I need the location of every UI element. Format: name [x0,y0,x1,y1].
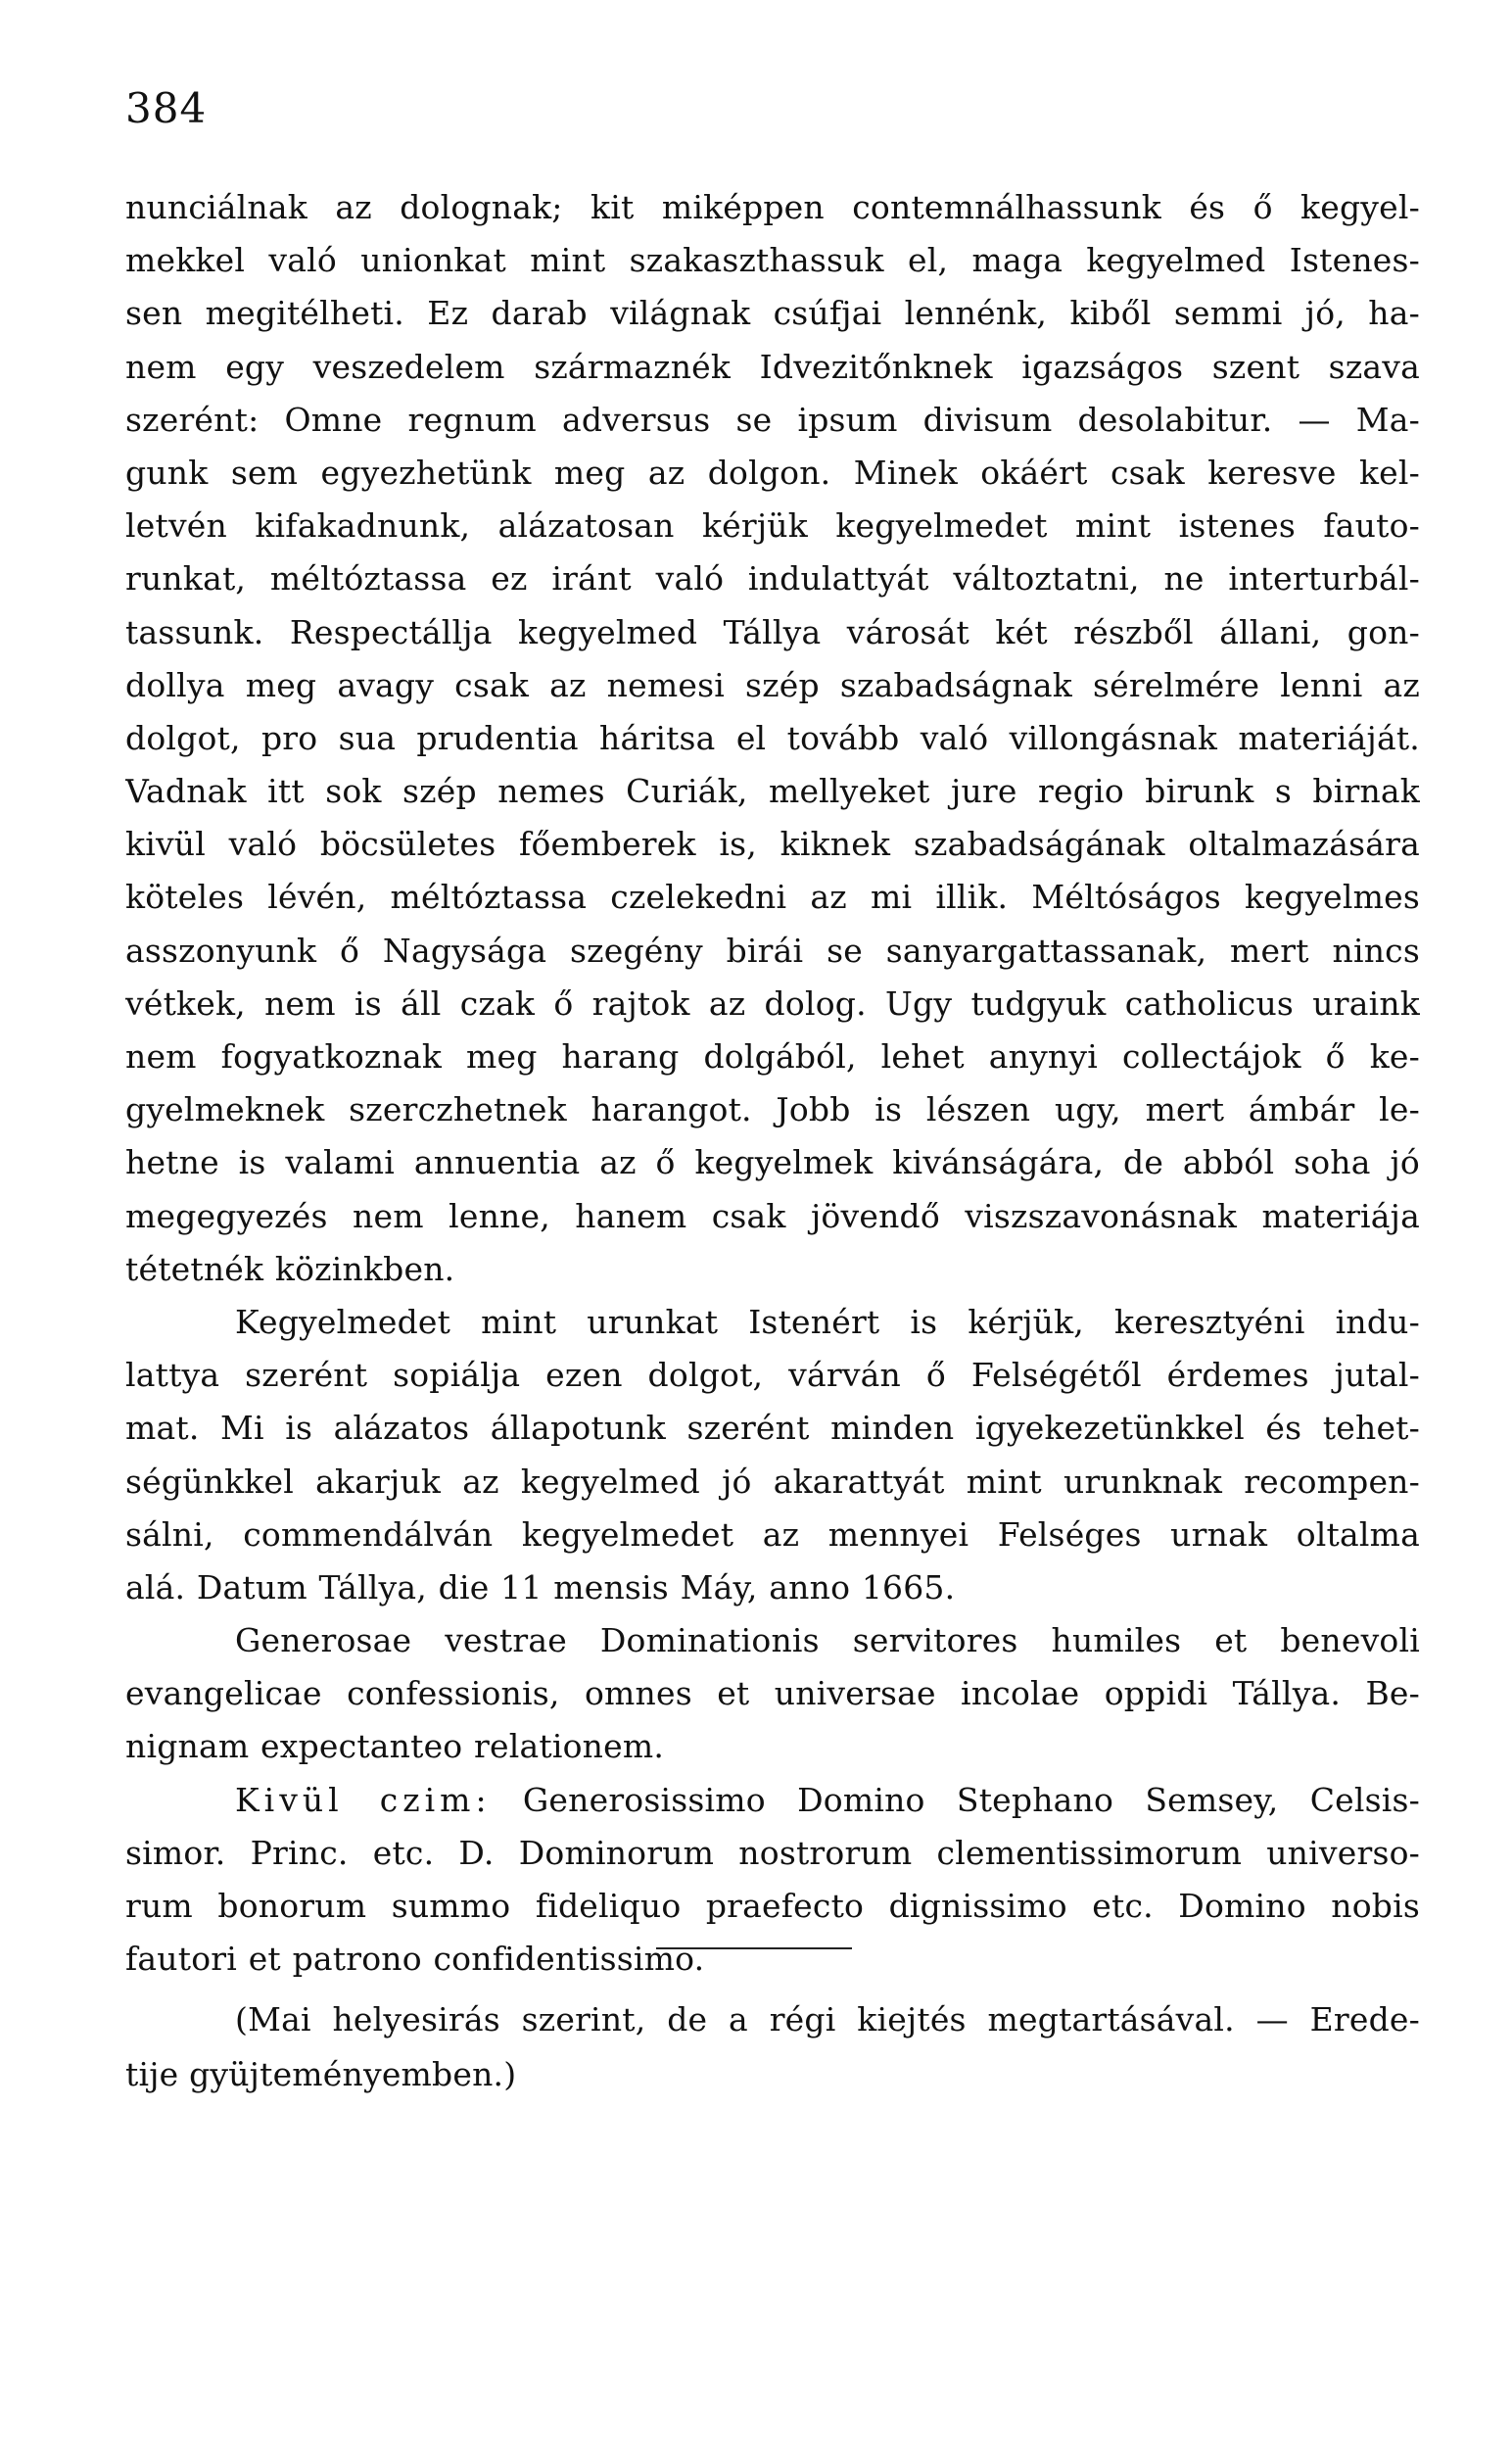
text-line-kivul [125,1774,1420,1827]
text-line: Vadnak itt sok szép nemes Curiák, mellyeket jure regio birunk s birnak [125,772,1420,811]
editor-note [125,1992,1420,2102]
text-line: kivül való böcsületes főemberek is, kiknek szabadságának oltalmazására [125,825,1420,864]
text-line: dolgot, pro sua prudentia háritsa el tovább való villongásnak materiáját. [125,718,1420,757]
text-line: sen megitélheti. Ez darab világnak csúfjai lennénk, kiből semmi jó, ha- [125,294,1420,333]
text-line: hetne is valami annuentia az ő kegyelmek kivánságára, de abból soha jó [125,1143,1420,1182]
note-line: (Mai helyesirás szerint, de a régi kiejtés megtartásával. — Erede- [235,2000,1420,2038]
text-line: tétetnék közinkben. [125,1249,455,1288]
text-line: Kegyelmedet mint urunkat Istenért is kérjük, keresztyéni indu- [235,1302,1420,1341]
text-line: nunciálnak az dolognak; kit miképpen contemnálhassunk és ő kegyel- [125,188,1420,226]
text-line: nignam expectanteo relationem. [125,1727,665,1766]
kivul-czim-text: Generosissimo Domino Stephano Semsey, Celsis- [491,1780,1420,1819]
text-line: sálni, commendálván kegyelmedet az mennyei Felséges urnak oltalma [125,1514,1420,1554]
text-line: lattya szerént sopiálja ezen dolgot, várván ő Felségétől érdemes jutal- [125,1356,1420,1395]
text-line: nem egy veszedelem származnék Idvezitőnknek igazságos szent szava [125,347,1420,386]
kivul-czim-label: Kivül czim: [235,1780,492,1819]
text-line: ségünkkel akarjuk az kegyelmed jó akarattyát mint urunknak recompen- [125,1462,1420,1501]
text-line: dollya meg avagy csak az nemesi szép szabadságnak sérelmére lenni az [125,665,1420,704]
text-line: szerént: Omne regnum adversus se ipsum divisum desolabitur. — Ma- [125,400,1420,439]
text-line: runkat, méltóztassa ez iránt való indulattyát változtatni, ne interturbál- [125,559,1420,599]
separator-rule [656,1947,852,1949]
text-line: nem fogyatkoznak meg harang dolgából, lehet anynyi collectájok ő ke- [125,1037,1420,1076]
letter-body [125,181,1420,1986]
text-line: tassunk. Respectállja kegyelmed Tállya városát két részből állani, gon- [125,612,1420,651]
text-line: Generosae vestrae Dominationis servitores humiles et benevoli [235,1621,1420,1660]
text-line: letvén kifakadnunk, alázatosan kérjük kegyelmedet mint istenes fauto- [125,506,1420,546]
text-line: asszonyunk ő Nagysága szegény birái se sanyargattassanak, mert nincs [125,931,1420,970]
text-line: megegyezés nem lenne, hanem csak jövendő viszszavonásnak materiája [125,1196,1420,1235]
text-line: rum bonorum summo fideliquo praefecto dignissimo etc. Domino nobis [125,1887,1420,1925]
text-line: gyelmeknek szerczhetnek harangot. Jobb is lészen ugy, mert ámbár le- [125,1090,1420,1129]
note-line: tije gyüjteményemben.) [125,2055,517,2093]
text-line: alá. Datum Tállya, die 11 mensis Máy, anno 1665. [125,1567,956,1607]
text-line: simor. Princ. etc. D. Dominorum nostrorum clementissimorum universo- [125,1833,1420,1872]
text-line: vétkek, nem is áll czak ő rajtok az dolog. Ugy tudgyuk catholicus uraink [125,983,1420,1023]
text-line: gunk sem egyezhetünk meg az dolgon. Minek okáért csak keresve kel- [125,453,1420,492]
page-number: 384 [125,84,208,132]
text-line: mat. Mi is alázatos állapotunk szerént minden igyekezetünkkel és tehet- [125,1409,1420,1448]
text-line: evangelicae confessionis, omnes et universae incolae oppidi Tállya. Be- [125,1674,1420,1713]
text-line: fautori et patrono confidentissimo. [125,1940,705,1979]
text-line: köteles lévén, méltóztassa czelekedni az mi illik. Méltóságos kegyelmes [125,878,1420,917]
text-line: mekkel való unionkat mint szakaszthassuk el, maga kegyelmed Istenes- [125,241,1420,280]
